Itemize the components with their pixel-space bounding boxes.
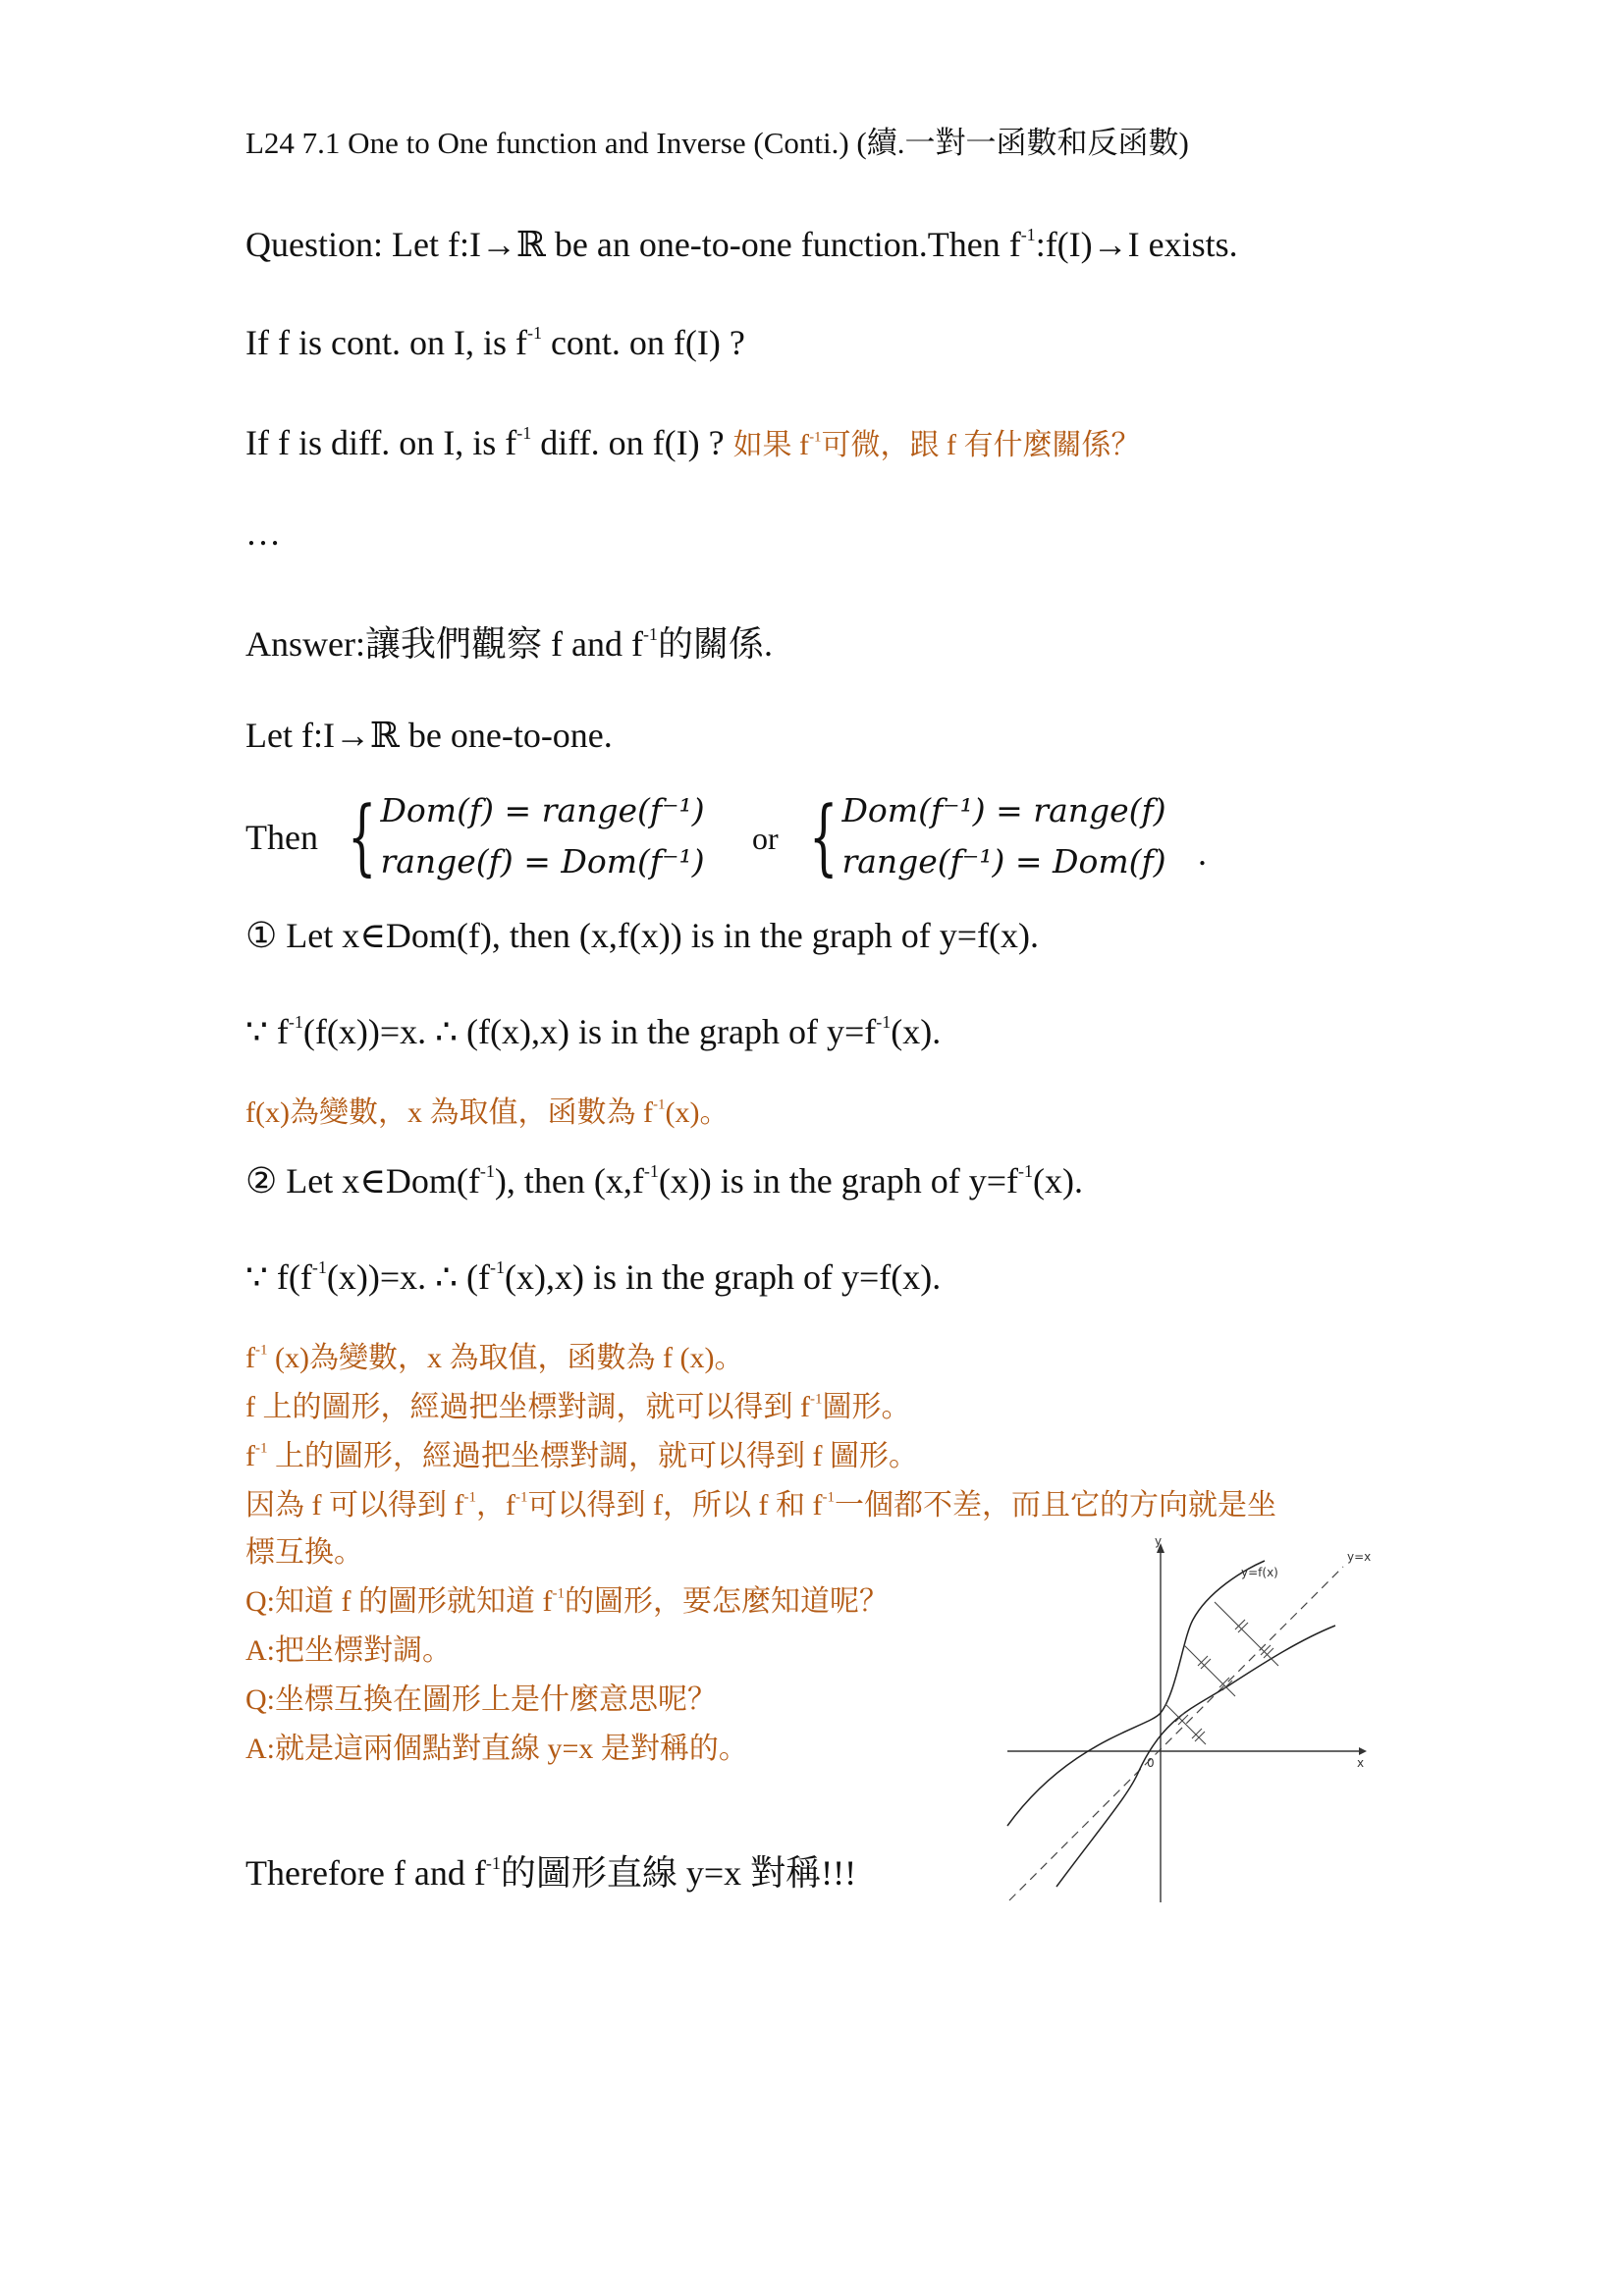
system-1-line-1: Dom(f) = range(f⁻¹) (380, 791, 705, 829)
step2-l2-a: ∵ f(f (245, 1257, 312, 1297)
question-line-3 (245, 420, 1141, 463)
conclusion-sup: -1 (485, 1852, 501, 1873)
note-1-sup: -1 (255, 1342, 268, 1359)
step2-l1-a: ② Let x∈Dom(f (245, 1161, 480, 1201)
note-4-a: 因為 f 可以得到 f (245, 1489, 464, 1522)
system-1-brace: { (348, 788, 377, 884)
symmetry-segments (1165, 1602, 1278, 1744)
step2-l2-sup2: -1 (490, 1256, 506, 1277)
step1-note-sup: -1 (652, 1096, 666, 1113)
step2-l1-c: (x)) is in the graph of y=f (658, 1161, 1019, 1201)
step1-note (245, 1088, 729, 1131)
system-1-line-2: range(f) = Dom(f⁻¹) (380, 842, 705, 881)
q2-sup: -1 (526, 322, 542, 343)
note-3-b: 上的圖形，經過把坐標對調，就可以得到 f 圖形。 (267, 1440, 918, 1472)
q1-sup: -1 (1020, 224, 1036, 244)
note-6 (245, 1576, 889, 1620)
q3-sup: -1 (516, 422, 532, 443)
curve-f (1007, 1561, 1265, 1826)
q3-note-sup: -1 (809, 429, 822, 446)
system-2 (785, 785, 1166, 887)
conclusion (245, 1845, 856, 1896)
step2-l1-sup2: -1 (643, 1160, 659, 1181)
y-axis-label: y (1155, 1534, 1163, 1548)
note-2 (245, 1382, 910, 1425)
note-6-a: Q:知道 f 的圖形就知道 f (245, 1585, 553, 1618)
step2-l2-sup1: -1 (311, 1256, 327, 1277)
curve-label: y=f(x) (1241, 1566, 1278, 1579)
conclusion-b: 的圖形直線 y=x 對稱!!! (500, 1853, 857, 1893)
q2-text-a: If f is cont. on I, is f (245, 323, 527, 362)
note-4-sup3: -1 (822, 1489, 835, 1506)
note-1-b: (x)為變數，x 為取值，函數為 f (x)。 (267, 1342, 744, 1374)
note-3 (245, 1431, 918, 1474)
step2-l1-sup1: -1 (479, 1160, 495, 1181)
q2-text-b: cont. on f(I) ? (541, 323, 745, 362)
note-9: A:就是這兩個點對直線 y=x 是對稱的。 (245, 1733, 748, 1765)
step1-l2-sup2: -1 (876, 1011, 892, 1032)
question-line-1 (245, 224, 1238, 265)
identity-line (1009, 1567, 1343, 1900)
q3-text-b: diff. on f(I) ? (531, 423, 733, 462)
system-2-lines (841, 785, 1165, 887)
q1-text-a: Question: Let f:I→ℝ be an one-to-one function.Then f (245, 225, 1021, 264)
answer-text-a: Answer:讓我們觀察 f and f (245, 624, 643, 664)
step1-note-b: (x)。 (665, 1096, 730, 1129)
note-4-sup1: -1 (463, 1489, 476, 1506)
step1-line-1: ① Let x∈Dom(f), then (x,f(x)) is in the graph of y=f(x). (245, 916, 1039, 955)
tick-marks (1175, 1620, 1273, 1741)
note-2-sup: -1 (809, 1391, 823, 1408)
system-2-brace: { (809, 788, 839, 884)
note-1 (245, 1333, 743, 1376)
note-2-a: f 上的圖形，經過把坐標對調，就可以得到 f (245, 1391, 810, 1423)
step1-l2-a: ∵ f (245, 1012, 289, 1051)
curve-f-inverse (1056, 1626, 1335, 1887)
q3-note (733, 429, 1141, 461)
or-label: or (752, 821, 779, 856)
x-axis-label: x (1357, 1756, 1365, 1770)
step1-note-a: f(x)為變數，x 為取值，函數為 f (245, 1096, 653, 1129)
system-1-lines (380, 785, 704, 887)
note-4-b: ，f (475, 1489, 515, 1522)
note-3-a: f (245, 1440, 255, 1472)
origin-label: 0 (1147, 1756, 1155, 1770)
note-5: 標互換。 (245, 1536, 363, 1569)
system-1 (324, 785, 705, 887)
let-line: Let f:I→ℝ be one-to-one. (245, 716, 613, 755)
step1-l2-c: (x). (891, 1012, 942, 1051)
system-2-line-2: range(f⁻¹) = Dom(f) (841, 842, 1166, 881)
question-line-2 (245, 322, 745, 363)
step1-l2-sup1: -1 (288, 1011, 303, 1032)
identity-line-label: y=x (1347, 1550, 1372, 1564)
note-7: A:把坐標對調。 (245, 1634, 452, 1667)
note-4-sup2: -1 (514, 1489, 528, 1506)
conclusion-a: Therefore f and f (245, 1853, 486, 1893)
step2-l2-c: (x),x) is in the graph of y=f(x). (505, 1257, 942, 1297)
answer-line (245, 616, 773, 667)
step2-l1-b: ), then (x,f (494, 1161, 644, 1201)
system-end-period: . (1198, 833, 1207, 873)
note-1-a: f (245, 1342, 255, 1374)
symmetry-figure (1001, 1531, 1375, 1904)
step2-line-2 (245, 1256, 941, 1298)
note-6-b: 的圖形，要怎麼知道呢？ (564, 1585, 889, 1618)
note-4-d: 一個都不差，而且它的方向就是坐 (834, 1489, 1276, 1522)
q3-note-b: 可微，跟 f 有什麼關係？ (821, 429, 1141, 461)
q1-text-b: :f(I)→I exists. (1035, 225, 1238, 264)
q3-note-a: 如果 f (732, 429, 810, 461)
step2-l1-sup3: -1 (1018, 1160, 1034, 1181)
note-3-sup: -1 (255, 1440, 268, 1457)
q3-text-a: If f is diff. on I, is f (245, 423, 517, 462)
answer-text-b: 的關係. (657, 624, 773, 664)
system-2-line-1: Dom(f⁻¹) = range(f) (841, 791, 1166, 829)
note-4-c: 可以得到 f，所以 f 和 f (527, 1489, 823, 1522)
answer-sup: -1 (642, 623, 658, 644)
then-label: Then (245, 818, 318, 857)
step1-l2-b: (f(x))=x. ∴ (f(x),x) is in the graph of y=f (302, 1012, 877, 1051)
note-8: Q:坐標互換在圖形上是什麼意思呢？ (245, 1683, 717, 1716)
step2-line-1 (245, 1160, 1083, 1201)
x-axis-arrow (1359, 1747, 1367, 1755)
step2-l2-b: (x))=x. ∴ (f (326, 1257, 491, 1297)
ellipsis: … (245, 513, 281, 553)
note-6-sup: -1 (552, 1585, 565, 1602)
step1-line-2 (245, 1011, 941, 1052)
page-title: L24 7.1 One to One function and Inverse (Conti.) (續.一對一函數和反函數) (245, 126, 1189, 160)
note-4 (245, 1480, 1276, 1523)
note-2-b: 圖形。 (822, 1391, 911, 1423)
step2-l1-d: (x). (1033, 1161, 1084, 1201)
